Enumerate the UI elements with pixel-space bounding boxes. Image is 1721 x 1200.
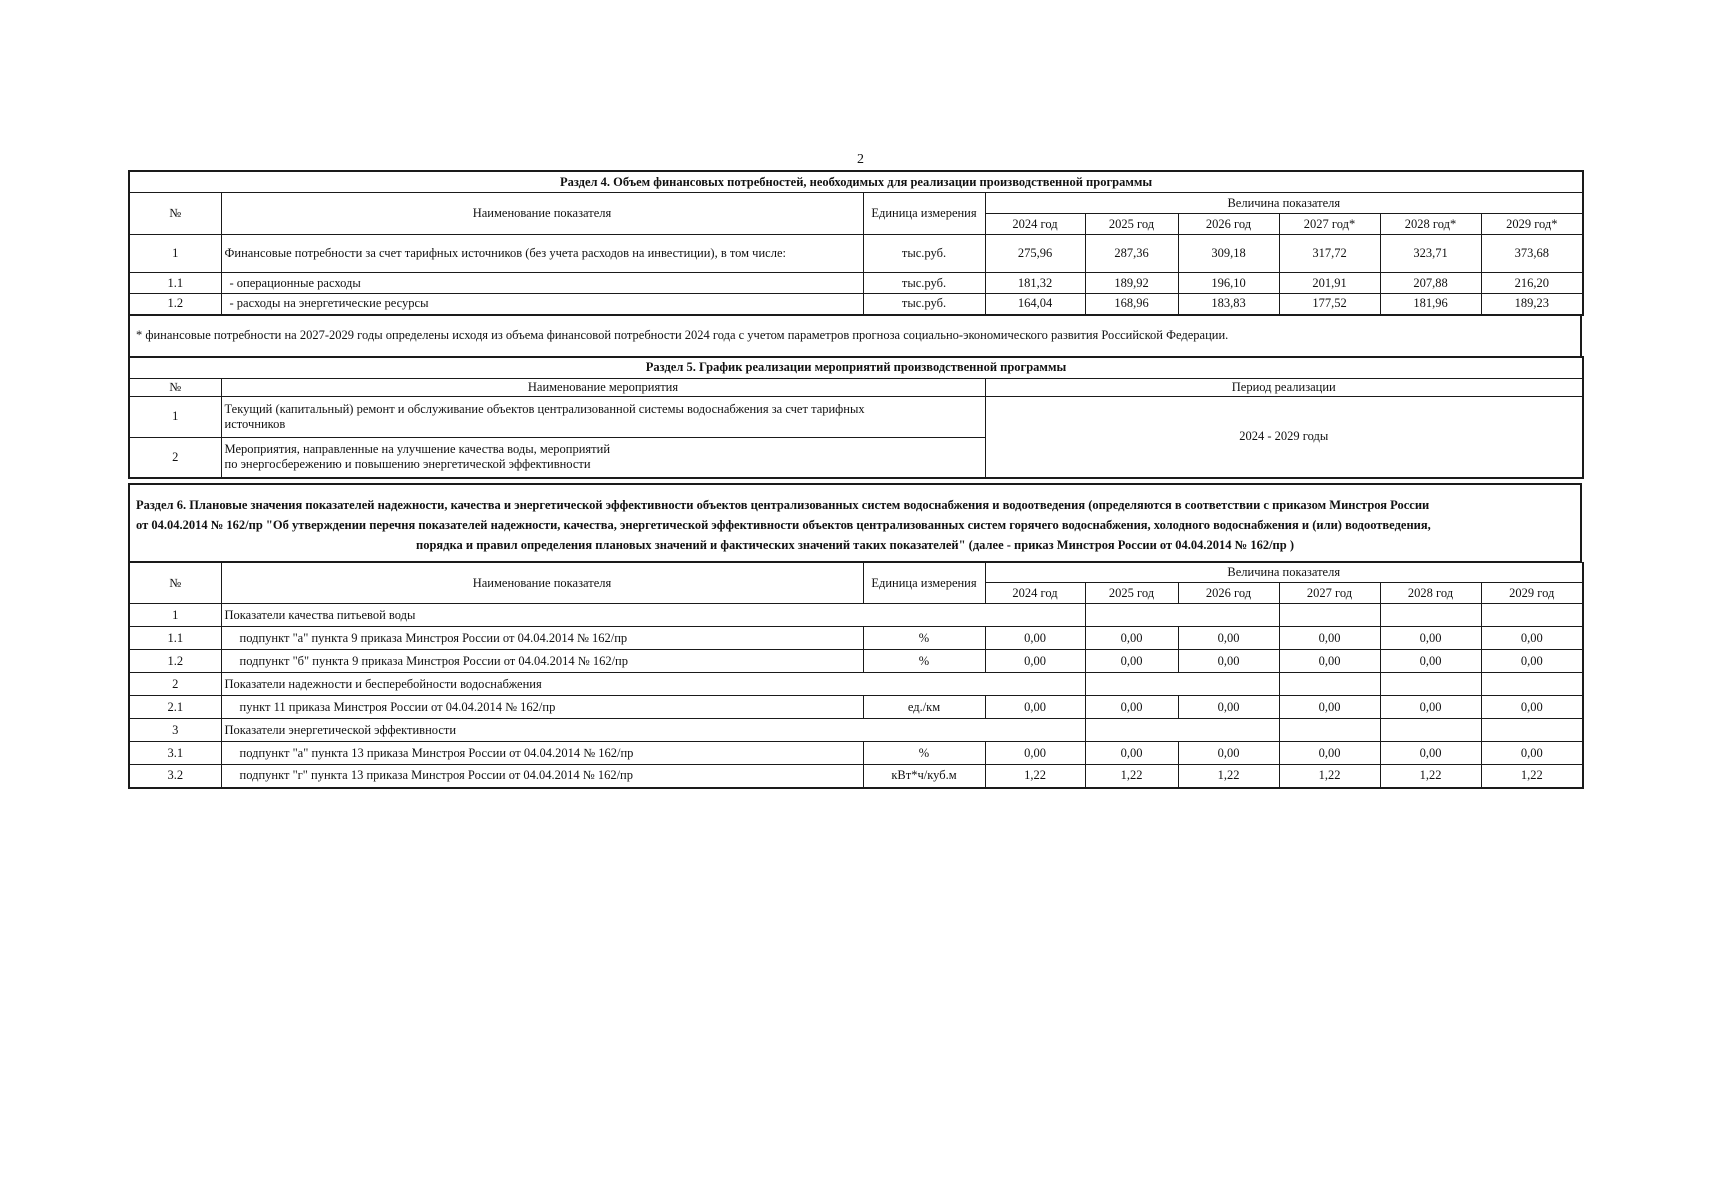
- row-value: 0,00: [1380, 627, 1481, 650]
- row-unit: %: [863, 742, 985, 765]
- row-num: 3.2: [129, 765, 221, 788]
- section4-title: Раздел 4. Объем финансовых потребностей, необходимых для реализации производственной программы: [129, 171, 1583, 193]
- row-num: 3.1: [129, 742, 221, 765]
- row-value: 0,00: [1380, 650, 1481, 673]
- empty-cell: [1380, 719, 1481, 742]
- row-value: 0,00: [1178, 650, 1279, 673]
- row-value: 317,72: [1279, 235, 1380, 273]
- group-name: Показатели надежности и бесперебойности водоснабжения: [221, 673, 1085, 696]
- row-value: 0,00: [985, 627, 1085, 650]
- group-row: [129, 604, 1583, 627]
- row-num: 1.2: [129, 294, 221, 315]
- row-value: 1,22: [985, 765, 1085, 788]
- group-num: 3: [129, 719, 221, 742]
- row-value: 183,83: [1178, 294, 1279, 315]
- s6-header-value: Величина показателя: [985, 563, 1583, 583]
- empty-cell: [1380, 604, 1481, 627]
- row-value: 1,22: [1279, 765, 1380, 788]
- row-value: 0,00: [1085, 742, 1178, 765]
- s6-year: 2027 год: [1279, 583, 1380, 604]
- group-num: 2: [129, 673, 221, 696]
- group-name: Показатели энергетической эффективности: [221, 719, 1085, 742]
- row-value: 196,10: [1178, 273, 1279, 294]
- row-value: 216,20: [1481, 273, 1583, 294]
- row-value: 309,18: [1178, 235, 1279, 273]
- s5-header-num: №: [129, 378, 221, 396]
- table-row: [129, 235, 1583, 273]
- row-name: пункт 11 приказа Минстроя России от 04.04.2014 № 162/пр: [221, 696, 863, 719]
- row-name-line: Мероприятия, направленные на улучшение качества воды, мероприятий: [224, 442, 611, 457]
- table-row: [129, 696, 1583, 719]
- row-value: 373,68: [1481, 235, 1583, 273]
- period-value: 2024 - 2029 годы: [985, 396, 1583, 478]
- s6-header-name: Наименование показателя: [221, 563, 863, 604]
- section4-footnote: [128, 316, 1582, 356]
- row-value: 0,00: [1279, 627, 1380, 650]
- s5-header-name: Наименование мероприятия: [221, 378, 985, 396]
- table-row: [129, 742, 1583, 765]
- row-unit: ед./км: [863, 696, 985, 719]
- row-value: 181,96: [1380, 294, 1481, 315]
- row-value: 0,00: [1481, 650, 1583, 673]
- row-name: подпункт "а" пункта 9 приказа Минстроя России от 04.04.2014 № 162/пр: [221, 627, 863, 650]
- s4-year: 2026 год: [1178, 214, 1279, 235]
- row-value: 0,00: [1178, 696, 1279, 719]
- s4-year: 2029 год*: [1481, 214, 1583, 235]
- row-value: 189,92: [1085, 273, 1178, 294]
- s4-header-unit: Единица измерения: [863, 193, 985, 235]
- empty-cell: [1279, 604, 1380, 627]
- s4-header-num: №: [129, 193, 221, 235]
- section4-table: [128, 170, 1584, 316]
- table-row: [129, 627, 1583, 650]
- row-name: подпункт "а" пункта 13 приказа Минстроя России от 04.04.2014 № 162/пр: [221, 742, 863, 765]
- row-name: [221, 437, 985, 478]
- row-value: 181,32: [985, 273, 1085, 294]
- table-row: [129, 294, 1583, 315]
- row-name: [221, 396, 985, 437]
- section6-title-line: от 04.04.2014 № 162/пр "Об утверждении перечня показателей надежности, качества, энергетической эффективности объектов централизованных систем горячего водоснабжения, холодного водоснабжения и (или) водоотведения,: [136, 518, 1431, 532]
- row-unit: %: [863, 627, 985, 650]
- row-value: 0,00: [1085, 627, 1178, 650]
- row-value: 0,00: [1481, 742, 1583, 765]
- s4-header-value: Величина показателя: [985, 193, 1583, 214]
- row-name: - расходы на энергетические ресурсы: [221, 294, 863, 315]
- row-name: - операционные расходы: [221, 273, 863, 294]
- s6-year: 2024 год: [985, 583, 1085, 604]
- s4-year: 2025 год: [1085, 214, 1178, 235]
- table-row: [129, 650, 1583, 673]
- row-value: 0,00: [1279, 650, 1380, 673]
- row-value: 1,22: [1085, 765, 1178, 788]
- row-value: 1,22: [1380, 765, 1481, 788]
- row-value: 275,96: [985, 235, 1085, 273]
- s6-header-unit: Единица измерения: [863, 563, 985, 604]
- section6-title-line: порядка и правил определения плановых значений и фактических значений таких показателей" (далее - приказ Минстроя России от 04.04.2014 № 162/пр ): [416, 538, 1294, 552]
- row-value: 0,00: [1178, 742, 1279, 765]
- row-value: 0,00: [1085, 696, 1178, 719]
- row-value: 0,00: [1481, 696, 1583, 719]
- row-value: 0,00: [1380, 742, 1481, 765]
- row-name: Финансовые потребности за счет тарифных источников (без учета расходов на инвестиции), в том числе:: [221, 235, 863, 273]
- section6-table: [128, 562, 1584, 789]
- row-value: 0,00: [985, 650, 1085, 673]
- group-num: 1: [129, 604, 221, 627]
- row-num: 1: [129, 396, 221, 437]
- row-value: 201,91: [1279, 273, 1380, 294]
- row-value: 0,00: [1380, 696, 1481, 719]
- empty-cell: [1085, 604, 1279, 627]
- table-row: [129, 765, 1583, 788]
- empty-cell: [1380, 673, 1481, 696]
- row-unit: тыс.руб.: [863, 235, 985, 273]
- s4-year: 2027 год*: [1279, 214, 1380, 235]
- row-value: 1,22: [1178, 765, 1279, 788]
- row-name-line: по энергосбережению и повышению энергетической эффективности: [224, 457, 591, 472]
- row-num: 1.2: [129, 650, 221, 673]
- s4-year: 2028 год*: [1380, 214, 1481, 235]
- s6-year: 2028 год: [1380, 583, 1481, 604]
- row-value: 189,23: [1481, 294, 1583, 315]
- group-row: [129, 719, 1583, 742]
- s5-header-period: Период реализации: [985, 378, 1583, 396]
- row-value: 0,00: [1279, 696, 1380, 719]
- row-num: 1.1: [129, 273, 221, 294]
- row-name-line: Текущий (капитальный) ремонт и обслуживание объектов централизованной системы водоснабжения за счет тарифных: [224, 401, 865, 416]
- row-unit: %: [863, 650, 985, 673]
- row-value: 0,00: [1481, 627, 1583, 650]
- empty-cell: [1085, 719, 1279, 742]
- section5-title: Раздел 5. График реализации мероприятий производственной программы: [129, 357, 1583, 379]
- row-unit: тыс.руб.: [863, 294, 985, 315]
- row-value: 287,36: [1085, 235, 1178, 273]
- row-value: 207,88: [1380, 273, 1481, 294]
- row-value: 0,00: [985, 742, 1085, 765]
- row-num: 1.1: [129, 627, 221, 650]
- s4-year: 2024 год: [985, 214, 1085, 235]
- s4-header-name: Наименование показателя: [221, 193, 863, 235]
- row-value: 168,96: [1085, 294, 1178, 315]
- empty-cell: [1481, 604, 1583, 627]
- document-sheet: [128, 170, 1582, 789]
- table-row: [129, 396, 1583, 437]
- row-value: 0,00: [1085, 650, 1178, 673]
- row-num: 2: [129, 437, 221, 478]
- footnote-text: * финансовые потребности на 2027-2029 годы определены исходя из объема финансовой потребности 2024 года с учетом параметров прогноза социально-экономического развития Российской Федерации.: [136, 328, 1229, 342]
- row-unit: кВт*ч/куб.м: [863, 765, 985, 788]
- empty-cell: [1279, 673, 1380, 696]
- s6-header-num: №: [129, 563, 221, 604]
- empty-cell: [1481, 719, 1583, 742]
- section5-table: [128, 356, 1584, 480]
- row-name: подпункт "г" пункта 13 приказа Минстроя России от 04.04.2014 № 162/пр: [221, 765, 863, 788]
- empty-cell: [1481, 673, 1583, 696]
- page-number: 2: [857, 152, 864, 167]
- empty-cell: [1085, 673, 1279, 696]
- group-name: Показатели качества питьевой воды: [221, 604, 1085, 627]
- row-value: 164,04: [985, 294, 1085, 315]
- s6-year: 2026 год: [1178, 583, 1279, 604]
- row-name-line: источников: [224, 416, 286, 431]
- row-value: 0,00: [985, 696, 1085, 719]
- row-value: 0,00: [1178, 627, 1279, 650]
- row-value: 0,00: [1279, 742, 1380, 765]
- row-value: 323,71: [1380, 235, 1481, 273]
- row-unit: тыс.руб.: [863, 273, 985, 294]
- row-num: 2.1: [129, 696, 221, 719]
- s6-year: 2025 год: [1085, 583, 1178, 604]
- row-name: подпункт "б" пункта 9 приказа Минстроя России от 04.04.2014 № 162/пр: [221, 650, 863, 673]
- group-row: [129, 673, 1583, 696]
- s6-year: 2029 год: [1481, 583, 1583, 604]
- row-value: 1,22: [1481, 765, 1583, 788]
- row-value: 177,52: [1279, 294, 1380, 315]
- table-row: [129, 273, 1583, 294]
- row-num: 1: [129, 235, 221, 273]
- section6-title: [128, 483, 1582, 562]
- section6-title-line: Раздел 6. Плановые значения показателей надежности, качества и энергетической эффективности объектов централизованных систем водоснабжения и водоотведения (определяются в соответствии с приказом Минстроя России: [136, 498, 1430, 512]
- empty-cell: [1279, 719, 1380, 742]
